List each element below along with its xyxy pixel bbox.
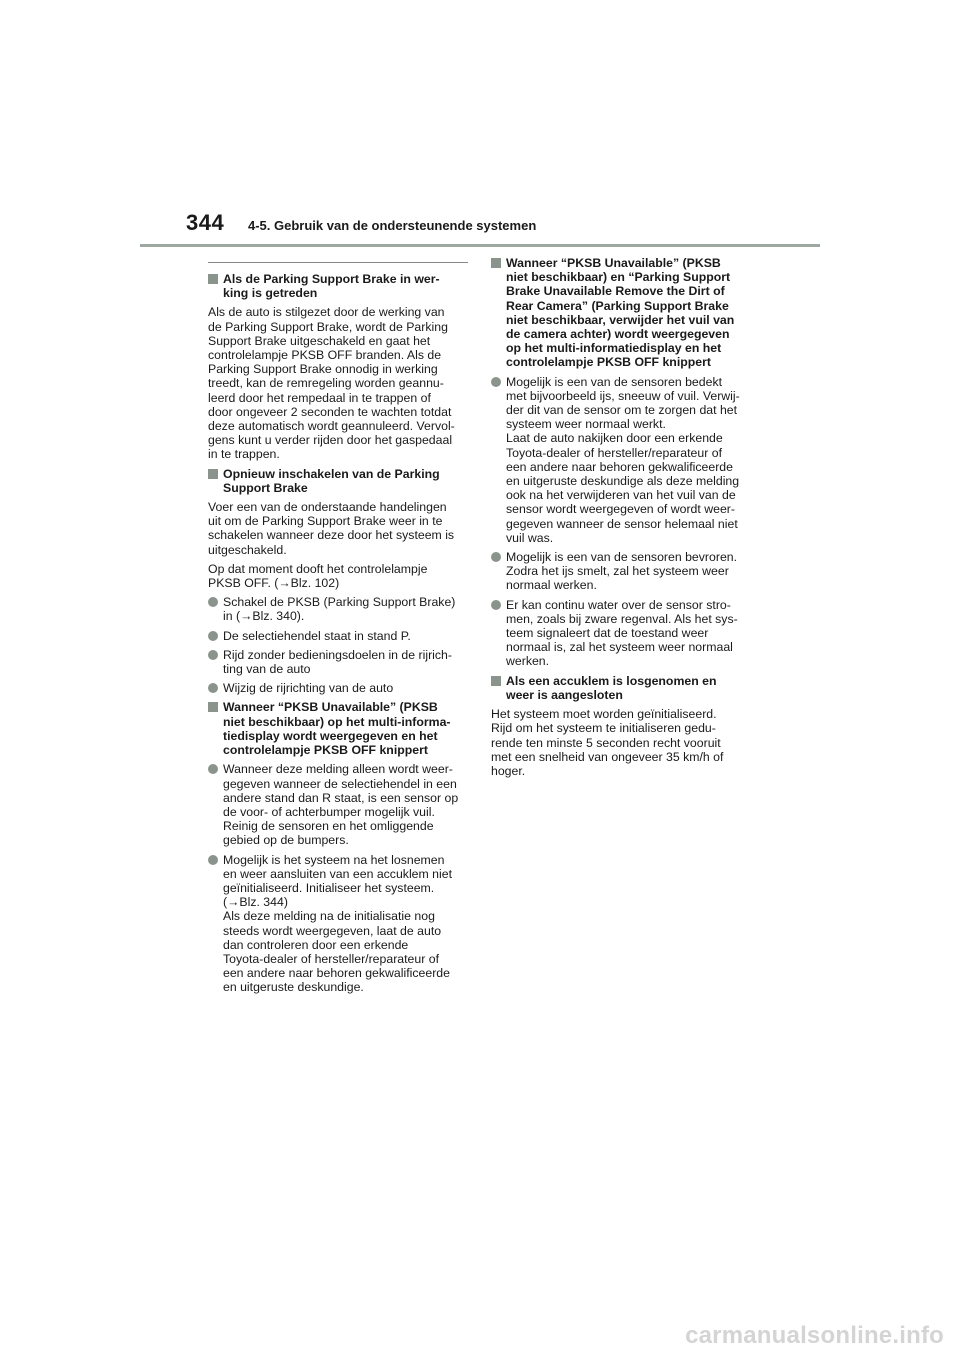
text-line: niet beschikbaar) op het multi-informa- bbox=[223, 714, 451, 729]
bullet-item bbox=[208, 629, 468, 643]
right-column bbox=[491, 256, 751, 783]
text-line: rende ten minste 5 seconden recht vooruit bbox=[491, 735, 721, 750]
text-line: gegeven wanneer de selectiehendel in een bbox=[223, 776, 457, 791]
text-line: met bijvoorbeeld ijs, sneeuw of vuil. Verwij- bbox=[506, 388, 740, 403]
round-bullet-icon bbox=[208, 683, 218, 693]
text-line: Mogelijk is een van de sensoren bedekt bbox=[506, 374, 723, 389]
bullet-item bbox=[208, 853, 468, 995]
text-line: op het multi-informatiedisplay en het bbox=[506, 341, 722, 356]
text-line: en uitgeruste deskundige. bbox=[223, 980, 364, 995]
text-line: controlelampje PKSB OFF knippert bbox=[506, 355, 711, 370]
text-line: met een snelheid van ongeveer 35 km/h of bbox=[491, 749, 724, 764]
round-bullet-icon bbox=[208, 764, 218, 774]
section-heading bbox=[208, 700, 468, 757]
text-line: Er kan continu water over de sensor stro- bbox=[506, 597, 731, 612]
text-line: Toyota-dealer of hersteller/reparateur of bbox=[223, 951, 439, 966]
section-heading bbox=[491, 674, 751, 702]
text-line: Mogelijk is een van de sensoren bevroren. bbox=[506, 550, 738, 565]
text-line: treedt, kan de remregeling worden geannu- bbox=[208, 376, 444, 391]
text-line: Rear Camera” (Parking Support Brake bbox=[506, 298, 729, 313]
section-heading bbox=[491, 256, 751, 370]
watermark: carmanualsonline.info bbox=[685, 1322, 944, 1349]
text-line: De selectiehendel staat in stand P. bbox=[223, 628, 411, 643]
round-bullet-icon bbox=[491, 552, 501, 562]
text-line: vuil was. bbox=[506, 530, 554, 545]
text-line: niet beschikbaar, verwijder het vuil van bbox=[506, 312, 735, 327]
text-line: Wanneer “PKSB Unavailable” (PKSB bbox=[223, 700, 438, 715]
text-line: Support Brake bbox=[223, 480, 308, 495]
left-column bbox=[208, 262, 468, 1000]
text-line: uitgeschakeld. bbox=[208, 542, 287, 557]
text-line: ting van de auto bbox=[223, 662, 311, 677]
text-line: Als de Parking Support Brake in wer- bbox=[223, 272, 440, 286]
square-bullet-icon bbox=[208, 702, 218, 712]
paragraph bbox=[208, 305, 468, 461]
text-line: normaal werken. bbox=[506, 578, 597, 593]
text-line: Rijd zonder bedieningsdoelen in de rijrich- bbox=[223, 647, 452, 662]
text-line: controlelampje PKSB OFF knippert bbox=[223, 743, 428, 758]
text-line: dan controleren door een erkende bbox=[223, 937, 409, 952]
text-line: door ongeveer 2 seconden te wachten totdat bbox=[208, 404, 452, 419]
text-line: Wanneer “PKSB Unavailable” (PKSB bbox=[506, 256, 721, 270]
text-line: Support Brake uitgeschakeld en gaat het bbox=[208, 333, 431, 348]
text-line: (→Blz. 344) bbox=[223, 895, 288, 910]
bullet-item bbox=[491, 598, 751, 669]
text-line: teem signaleert dat de toestand weer bbox=[506, 626, 709, 641]
text-line: niet beschikbaar) en “Parking Support bbox=[506, 270, 731, 285]
text-line: hoger. bbox=[491, 763, 526, 778]
section-title: 4-5. Gebruik van de ondersteunende systemen bbox=[248, 218, 537, 233]
text-line: Als een accuklem is losgenomen en bbox=[506, 673, 717, 688]
text-line: Wijzig de rijrichting van de auto bbox=[223, 681, 394, 696]
text-line: gebied op de bumpers. bbox=[223, 833, 349, 848]
square-bullet-icon bbox=[491, 258, 501, 268]
text-line: Als de auto is stilgezet door de werking van bbox=[208, 305, 445, 320]
text-line: Laat de auto nakijken door een erkende bbox=[506, 431, 723, 446]
round-bullet-icon bbox=[491, 377, 501, 387]
text-line: king is getreden bbox=[223, 286, 318, 301]
text-line: steeds wordt weergegeven, laat de auto bbox=[223, 923, 442, 938]
text-line: systeem weer normaal werkt. bbox=[506, 417, 666, 432]
text-line: ook na het verwijderen van het vuil van de bbox=[506, 488, 736, 503]
page-number: 344 bbox=[186, 210, 225, 235]
text-line: uit om de Parking Support Brake weer in te bbox=[208, 514, 443, 529]
text-line: Voer een van de onderstaande handelingen bbox=[208, 500, 447, 515]
text-line: en uitgeruste deskundige als deze melding bbox=[506, 474, 740, 489]
text-line: en weer aansluiten van een accuklem niet bbox=[223, 866, 452, 881]
text-line: Parking Support Brake onnodig in werking bbox=[208, 362, 438, 377]
text-line: PKSB OFF. (→Blz. 102) bbox=[208, 576, 340, 591]
text-line: Toyota-dealer of hersteller/reparateur of bbox=[506, 445, 722, 460]
text-line: de camera achter) wordt weergegeven bbox=[506, 327, 730, 342]
round-bullet-icon bbox=[208, 855, 218, 865]
text-line: schakelen wanneer deze door het systeem is bbox=[208, 528, 455, 543]
bullet-item bbox=[491, 550, 751, 593]
section-heading bbox=[208, 467, 468, 495]
text-line: leerd door het rempedaal in te trappen of bbox=[208, 390, 431, 405]
text-line: tiedisplay wordt weergegeven en het bbox=[223, 728, 438, 743]
text-line: controlelampje PKSB OFF branden. Als de bbox=[208, 348, 442, 363]
paragraph bbox=[491, 707, 751, 778]
text-line: Opnieuw inschakelen van de Parking bbox=[223, 466, 440, 481]
round-bullet-icon bbox=[208, 650, 218, 660]
text-line: der dit van de sensor om te zorgen dat het bbox=[506, 403, 738, 418]
text-line: geïnitialiseerd. Initialiseer het systeem. bbox=[223, 880, 435, 895]
text-line: in te trappen. bbox=[208, 447, 280, 462]
text-line: een andere naar behoren gekwalificeerde bbox=[223, 966, 450, 981]
text-line: men, zoals bij zware regenval. Als het sys- bbox=[506, 611, 738, 626]
text-line: de Parking Support Brake, wordt de Parking bbox=[208, 319, 448, 334]
bullet-item bbox=[208, 595, 468, 623]
round-bullet-icon bbox=[491, 600, 501, 610]
text-line: Reinig de sensoren en het omliggende bbox=[223, 819, 434, 834]
text-line: Wanneer deze melding alleen wordt weer- bbox=[223, 762, 453, 777]
text-line: deze automatisch wordt geannuleerd. Vervol- bbox=[208, 419, 455, 434]
text-line: Rijd om het systeem te initialiseren gedu- bbox=[491, 721, 716, 736]
text-line: een andere naar behoren gekwalificeerde bbox=[506, 459, 733, 474]
section-heading bbox=[208, 272, 468, 300]
square-bullet-icon bbox=[208, 274, 218, 284]
text-line: de voor- of achterbumper mogelijk vuil. bbox=[223, 804, 435, 819]
paragraph bbox=[208, 562, 468, 590]
bullet-item bbox=[208, 681, 468, 695]
text-line: Schakel de PKSB (Parking Support Brake) bbox=[223, 595, 456, 610]
bullet-item bbox=[208, 648, 468, 676]
text-line: Het systeem moet worden geïnitialiseerd. bbox=[491, 707, 717, 722]
square-bullet-icon bbox=[208, 469, 218, 479]
text-line: Zodra het ijs smelt, zal het systeem weer bbox=[506, 564, 729, 579]
text-line: gegeven wanneer de sensor helemaal niet bbox=[506, 516, 738, 531]
bullet-item bbox=[208, 762, 468, 847]
text-line: werken. bbox=[506, 654, 550, 669]
text-line: normaal is, zal het systeem weer normaal bbox=[506, 640, 733, 655]
text-line: Brake Unavailable Remove the Dirt of bbox=[506, 284, 725, 299]
header-divider bbox=[140, 244, 820, 247]
paragraph bbox=[208, 500, 468, 557]
text-line: weer is aangesloten bbox=[506, 687, 623, 702]
bullet-item bbox=[491, 375, 751, 545]
page-header bbox=[0, 0, 960, 250]
column-top-rule bbox=[208, 262, 468, 263]
round-bullet-icon bbox=[208, 631, 218, 641]
text-line: in (→Blz. 340). bbox=[223, 609, 305, 624]
text-line: andere stand dan R staat, is een sensor op bbox=[223, 790, 459, 805]
round-bullet-icon bbox=[208, 597, 218, 607]
text-line: Als deze melding na de initialisatie nog bbox=[223, 909, 435, 924]
text-line: Op dat moment dooft het controlelampje bbox=[208, 561, 428, 576]
text-line: sensor wordt weergegeven of wordt weer- bbox=[506, 502, 735, 517]
text-line: Mogelijk is het systeem na het losnemen bbox=[223, 852, 445, 867]
square-bullet-icon bbox=[491, 676, 501, 686]
text-line: gens kunt u verder rijden door het gaspedaal bbox=[208, 433, 453, 448]
